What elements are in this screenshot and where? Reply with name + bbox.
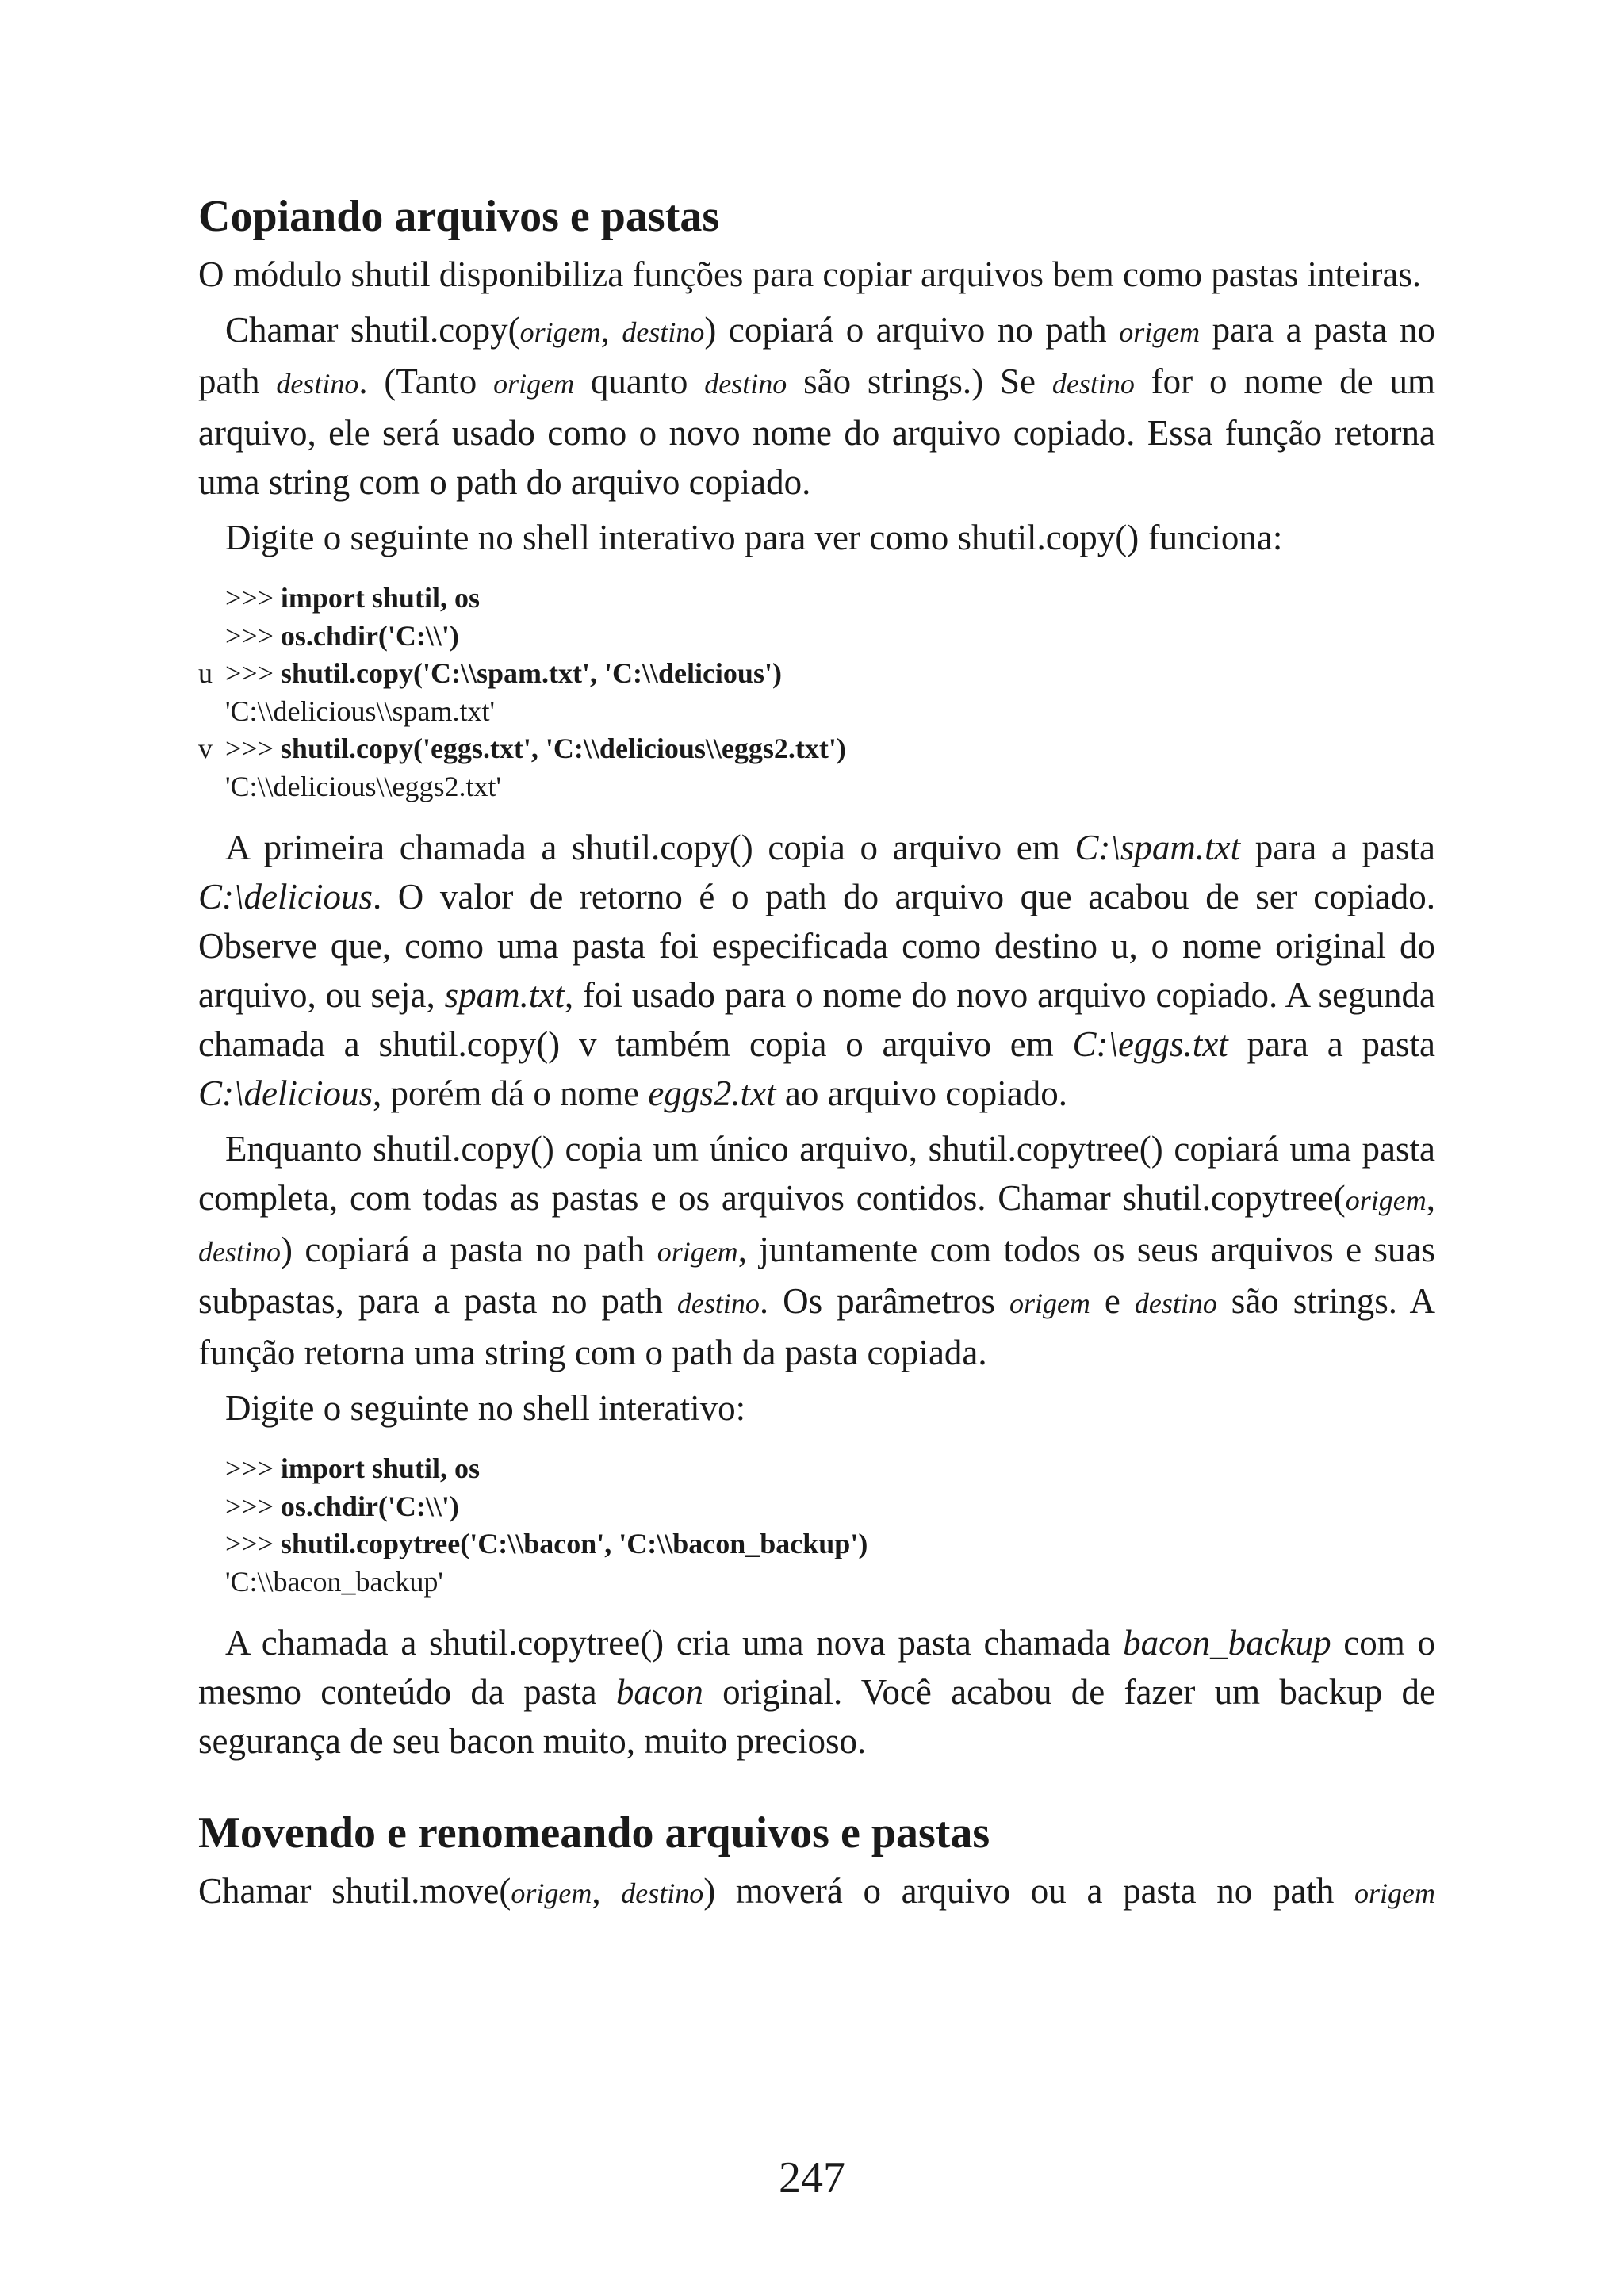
paragraph-copytree: Enquanto shutil.copy() copia um único arquivo, shutil.copytree() copiará uma pasta completa, com todas as pastas e os arquivos contidos. Chamar shutil.copytree(origem, destino) copiará a pasta no path origem, juntamente com todos os seus arquivos e suas subpastas, para a pasta no path destino. Os parâmetros origem e destino são strings. A função retorna uma string com o path da pasta copiada. — [198, 1129, 1436, 1373]
paragraph-copytree-explanation: A chamada a shutil.copytree() cria uma nova pasta chamada bacon_backup com o mesmo conteúdo da pasta bacon original. Você acabou de fazer um backup de segurança de seu bacon muito, muito precioso. — [198, 1623, 1435, 1762]
section-title-copying: Copiando arquivos e pastas — [198, 192, 720, 241]
code-line: >>> os.chdir('C:\\') — [225, 1490, 459, 1522]
paragraph-intro: O módulo shutil disponibiliza funções para copiar arquivos bem como pastas inteiras. — [198, 254, 1422, 295]
code-line: v >>> shutil.copy('eggs.txt', 'C:\\delicious\\eggs2.txt') — [198, 730, 1435, 768]
code-line-output: 'C:\\delicious\\eggs2.txt' — [225, 770, 501, 802]
page-content — [198, 190, 1435, 1924]
code-line: >>> shutil.copytree('C:\\bacon', 'C:\\bacon_backup') — [225, 1528, 868, 1560]
code-line: >>> import shutil, os — [225, 582, 480, 614]
section-title-moving: Movendo e renomeando arquivos e pastas — [198, 1808, 990, 1858]
code-line-output: 'C:\\delicious\\spam.txt' — [225, 695, 495, 727]
paragraph-shell-instruction: Digite o seguinte no shell interativo para ver como shutil.copy() funciona: — [225, 518, 1283, 558]
callout-marker-u: u — [198, 657, 213, 690]
page-number: 247 — [779, 2153, 845, 2202]
paragraph-copy-explanation: A primeira chamada a shutil.copy() copia o arquivo em C:\spam.txt para a pasta C:\delicious. O valor de retorno é o path do arquivo que acabou de ser copiado. Observe que, como uma pasta foi especificada como destino u, o nome original do arquivo, ou seja, spam.txt, foi usado para o nome do novo arquivo copiado. A segunda chamada a shutil.copy() v também copia o arquivo em C:\eggs.txt para a pasta C:\delicious, porém dá o nome eggs2.txt ao arquivo copiado. — [198, 828, 1436, 1114]
code-block-copy — [198, 580, 1435, 806]
callout-marker-v: v — [198, 733, 213, 765]
code-line-output: 'C:\\bacon_backup' — [225, 1565, 443, 1598]
code-line: >>> import shutil, os — [225, 1452, 480, 1485]
paragraph-shutil-move: Chamar shutil.move(origem, destino) moverá o arquivo ou a pasta no path origem — [198, 1871, 1436, 1911]
code-line: >>> os.chdir('C:\\') — [225, 619, 459, 652]
paragraph-shell-instruction-2: Digite o seguinte no shell interativo: — [225, 1388, 746, 1429]
paragraph-shutil-copy: Chamar shutil.copy(origem, destino) copiará o arquivo no path origem para a pasta no path destino. (Tanto origem quanto destino são strings.) Se destino for o nome de um arquivo, ele será usado como o novo nome do arquivo copiado. Essa função retorna uma string com o path do arquivo copiado. — [198, 310, 1436, 503]
code-line: u >>> shutil.copy('C:\\spam.txt', 'C:\\delicious') — [198, 655, 1435, 693]
code-block-copytree — [198, 1450, 1435, 1601]
